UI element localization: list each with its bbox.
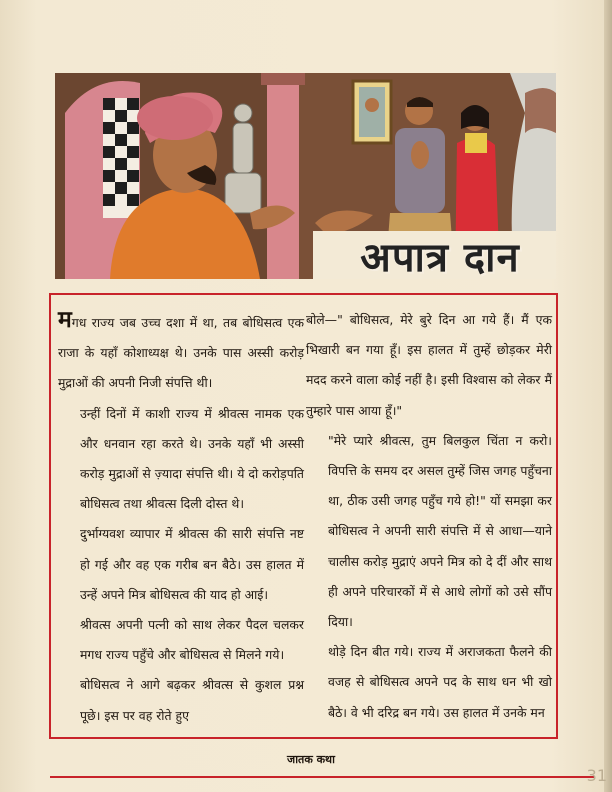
paragraph-6: बोले—" बोधिसत्व, मेरे बुरे दिन आ गये हैं। मैं एक भिखारी बन गया हूँ। इस हालत में तुम्हें छोड़कर मेरी मदद करने वाला कोई नहीं है। इसी विश्वास को लेकर मैं तुम्हारे पास आया हूँ।" bbox=[306, 312, 552, 418]
paragraph-1 bbox=[58, 305, 304, 399]
paragraph-3: दुर्भाग्यवश व्यापार में श्रीवत्स की सारी संपत्ति नष्ट हो गई और वह एक गरीब बन बैठे। उस हालत में उन्हें अपने मित्र बोधिसत्व की याद हो आई। bbox=[80, 526, 304, 602]
page-number: 31 bbox=[586, 766, 607, 785]
page-edge-shadow bbox=[604, 0, 612, 792]
footer-divider bbox=[50, 776, 595, 778]
text-column-right bbox=[306, 305, 552, 728]
paragraph-8: थोड़े दिन बीत गये। राज्य में अराजकता फैलने की वजह से बोधिसत्व अपने पद के साथ धन भी खो बैठे। वे भी दरिद्र बन गये। उस हालत में उनके मन bbox=[328, 644, 552, 720]
paragraph-2: उन्हीं दिनों में काशी राज्य में श्रीवत्स नामक एक और धनवान रहा करते थे। उनके यहाँ भी अस्सी करोड़ मुद्राओं से ज़्यादा संपत्ति थी। ये दो करोड़पति बोधिसत्व तथा श्रीवत्स दिली दोस्त थे। bbox=[80, 405, 304, 512]
story-title: अपात्र दान bbox=[360, 235, 520, 281]
paragraph-4: श्रीवत्स अपनी पत्नी को साथ लेकर पैदल चलकर मगध राज्य पहुँचे और बोधिसत्व से मिलने गये। bbox=[80, 617, 304, 663]
text-column-left bbox=[58, 305, 304, 731]
paragraph-1-text: गध राज्य जब उच्च दशा में था, तब बोधिसत्व एक राजा के यहाँ कोशाध्यक्ष थे। उनके पास अस्सी करोड़ मुद्राओं की अपनी निजी संपत्ति थी। bbox=[58, 315, 304, 391]
paragraph-5: बोधिसत्व ने आगे बढ़कर श्रीवत्स से कुशल प्रश्न पूछे। इस पर वह रोते हुए bbox=[80, 677, 304, 723]
footer-series-label: जातक कथा bbox=[287, 753, 335, 766]
dropcap-letter: म bbox=[58, 307, 72, 333]
paragraph-7: "मेरे प्यारे श्रीवत्स, तुम बिलकुल चिंता न करो। विपत्ति के समय दर असल तुम्हें जिस जगह पहुँचना था, ठीक उसी जगह पहुँच गये हो!" यों समझा कर बोधिसत्व ने अपनी सारी संपत्ति में से आधा—याने चालीस करोड़ मुद्राएं अपने मित्र को दे दीं और साथ ही अपने परिचारकों में से आधे लोगों को उसे सौंप दिया। bbox=[328, 432, 552, 630]
